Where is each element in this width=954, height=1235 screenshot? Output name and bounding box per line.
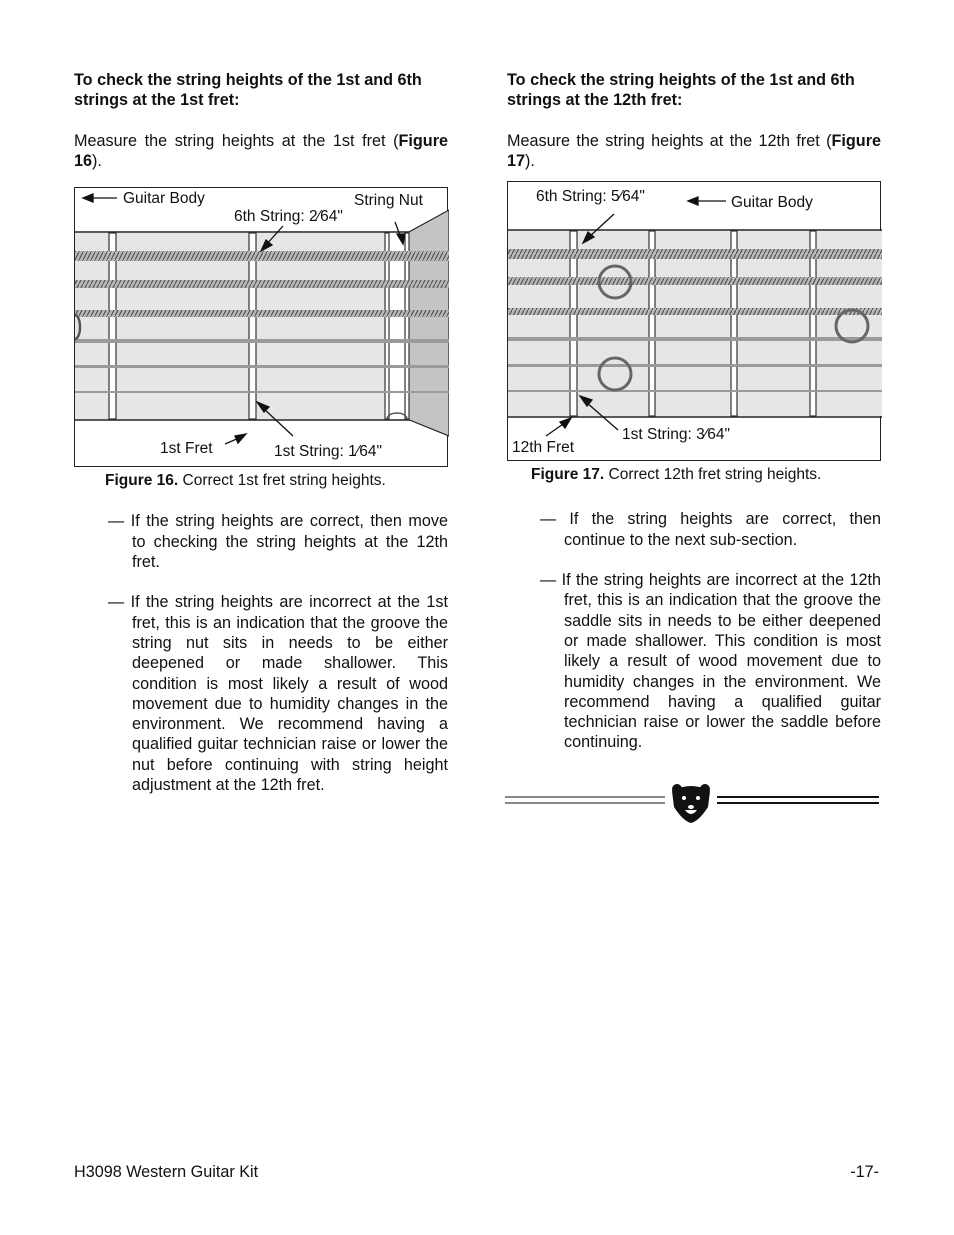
- string-nut-label: String Nut: [354, 192, 423, 210]
- figure-reference: Figure 16: [74, 131, 448, 170]
- list-item: — If the string heights are incorrect at the 1st fret, this is an indication that the groove the string nut sits in needs to be either deepened or made shallower. This condition is most likely a result of wood movement due to humidity changes in the environment. We recommend having a qualified guitar technician raise or lower the nut before continuing with string height adjustment at the 12th fret.: [108, 593, 448, 795]
- sixth-string-value: 5⁄64": [610, 188, 645, 206]
- right-column: [507, 70, 881, 753]
- first-string-value: 3⁄64": [696, 426, 731, 444]
- first-string-text: 1st String:: [274, 443, 349, 461]
- figure-16-drawing: [75, 188, 449, 468]
- first-string-text: 1st String:: [622, 426, 697, 444]
- first-string-label: [274, 442, 382, 462]
- divider-drawing: [505, 783, 879, 823]
- section-divider: [505, 783, 879, 823]
- figure-16: [74, 187, 448, 467]
- sixth-string-text: 6th String:: [536, 188, 611, 206]
- nut-headstock: [407, 210, 449, 436]
- intro-text: Measure the string heights at the 1st fret (: [74, 131, 399, 150]
- intro-paragraph-12th-fret: [507, 131, 881, 172]
- sixth-string-text: 6th String:: [234, 208, 309, 226]
- list-item: — If the string heights are correct, then continue to the next sub-section.: [540, 510, 881, 549]
- figure-17: [507, 181, 881, 461]
- sixth-string-label: [536, 187, 645, 207]
- intro-paragraph-1st-fret: [74, 131, 448, 172]
- footer-doc-title: H3098 Western Guitar Kit: [74, 1163, 259, 1181]
- figure-16-caption: [105, 471, 448, 491]
- bullet-list-right: [540, 509, 881, 752]
- bear-head-logo: [672, 784, 710, 823]
- footer-page-number: -17-: [850, 1163, 879, 1181]
- list-item: — If the string heights are incorrect at the 12th fret, this is an indication that the groove the saddle sits in needs to be either deepened or made shallower. This condition is most likely a result of wood movement due to humidity changes in the environment. We recommend having a qualified guitar technician raise or lower the saddle before continuing.: [540, 571, 881, 752]
- guitar-body-label: Guitar Body: [123, 190, 205, 208]
- sixth-string-value: 2⁄64": [308, 208, 343, 226]
- section-heading-12th-fret: To check the string heights of the 1st and 6th strings at the 12th fret:: [507, 71, 855, 110]
- intro-suffix: ).: [525, 151, 535, 170]
- caption-label: Figure 17.: [531, 466, 605, 484]
- first-fret-label: 1st Fret: [160, 440, 213, 458]
- figure-reference: Figure 17: [507, 131, 881, 170]
- caption-label: Figure 16.: [105, 472, 179, 490]
- caption-text: Correct 12th fret string heights.: [604, 466, 822, 484]
- first-string-label: [622, 425, 730, 445]
- list-item: — If the string heights are correct, then move to checking the string heights at the 12th fret.: [108, 512, 448, 572]
- first-string-value: 1⁄64": [348, 443, 383, 461]
- intro-text: Measure the string heights at the 12th fret (: [507, 131, 832, 150]
- section-heading-1st-fret: To check the string heights of the 1st and 6th strings at the 1st fret:: [74, 71, 422, 110]
- caption-text: Correct 1st fret string heights.: [178, 472, 386, 490]
- left-column: [74, 70, 448, 795]
- bullet-list-left: [108, 511, 448, 795]
- intro-suffix: ).: [92, 151, 102, 170]
- guitar-body-label: Guitar Body: [731, 194, 813, 212]
- figure-17-caption: [531, 465, 881, 485]
- twelfth-fret-label: 12th Fret: [512, 439, 575, 457]
- figure-17-drawing: [508, 182, 882, 462]
- sixth-string-label: [234, 207, 343, 227]
